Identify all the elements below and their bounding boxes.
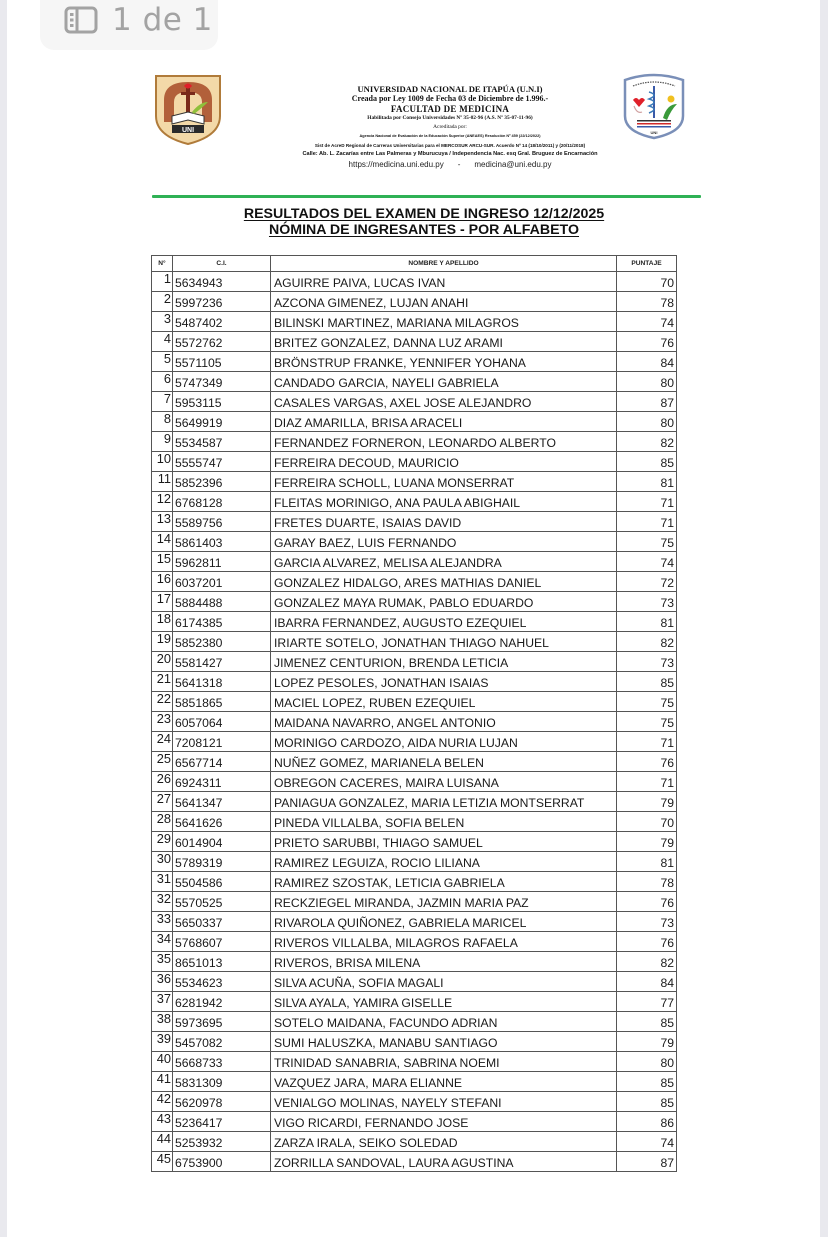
row-score: 71 [617,772,677,792]
table-row [152,732,677,752]
row-number: 11 [152,472,173,492]
row-number: 45 [152,1152,173,1172]
row-name: NUÑEZ GOMEZ, MARIANELA BELEN [271,752,617,772]
table-row [152,432,677,452]
svg-text:UNI: UNI [650,130,658,135]
header-score: PUNTAJE [617,256,677,272]
row-score: 74 [617,1132,677,1152]
row-score: 85 [617,1092,677,1112]
row-name: IRIARTE SOTELO, JONATHAN THIAGO NAHUEL [271,632,617,652]
website-link[interactable]: https://medicina.uni.edu.py [348,160,444,169]
row-number: 1 [152,272,173,292]
address: Calle: Ab. L. Zacarías entre Las Palmeras y Mburucuya / Independencia Nac. esq Gral. Bruguez de Encarnación [302,151,598,157]
university-name: UNIVERSIDAD NACIONAL DE ITAPÚA (U.N.I) [357,84,543,94]
row-number: 21 [152,672,173,692]
row-ci: 6567714 [173,752,271,772]
table-header-row [152,256,677,272]
row-number: 5 [152,352,173,372]
row-ci: 5962811 [173,552,271,572]
email-link[interactable]: medicina@uni.edu.py [474,160,552,169]
row-number: 23 [152,712,173,732]
row-name: FERNANDEZ FORNERON, LEONARDO ALBERTO [271,432,617,452]
table-row [152,992,677,1012]
row-number: 24 [152,732,173,752]
row-score: 85 [617,452,677,472]
table-row [152,392,677,412]
row-ci: 5953115 [173,392,271,412]
row-score: 85 [617,1012,677,1032]
row-score: 76 [617,332,677,352]
row-name: PRIETO SARUBBI, THIAGO SAMUEL [271,832,617,852]
row-ci: 5620978 [173,1092,271,1112]
row-ci: 6924311 [173,772,271,792]
row-number: 3 [152,312,173,332]
row-number: 25 [152,752,173,772]
row-ci: 5884488 [173,592,271,612]
row-name: IBARRA FERNANDEZ, AUGUSTO EZEQUIEL [271,612,617,632]
row-name: CANDADO GARCIA, NAYELI GABRIELA [271,372,617,392]
enabled-by: Habilitada por Consejo Universidades Nº 35-02-96 (A.S. Nº 35-07-11-96) [367,115,533,121]
row-ci: 5861403 [173,532,271,552]
table-row [152,1032,677,1052]
row-name: ZARZA IRALA, SEIKO SOLEDAD [271,1132,617,1152]
row-number: 43 [152,1112,173,1132]
row-score: 77 [617,992,677,1012]
row-score: 78 [617,292,677,312]
row-score: 71 [617,732,677,752]
row-score: 75 [617,712,677,732]
row-name: JIMENEZ CENTURION, BRENDA LETICIA [271,652,617,672]
accredited-label: Acreditada por: [433,124,467,130]
row-name: VENIALGO MOLINAS, NAYELY STEFANI [271,1092,617,1112]
row-score: 80 [617,412,677,432]
row-score: 82 [617,432,677,452]
row-score: 75 [617,532,677,552]
row-ci: 5747349 [173,372,271,392]
table-row [152,652,677,672]
row-number: 29 [152,832,173,852]
table-row [152,1152,677,1172]
table-row [152,1072,677,1092]
row-score: 79 [617,792,677,812]
row-score: 84 [617,352,677,372]
row-ci: 5789319 [173,852,271,872]
row-number: 16 [152,572,173,592]
sidebar-toggle-icon [64,6,98,34]
row-name: BRITEZ GONZALEZ, DANNA LUZ ARAMI [271,332,617,352]
row-name: MACIEL LOPEZ, RUBEN EZEQUIEL [271,692,617,712]
row-name: GARAY BAEZ, LUIS FERNANDO [271,532,617,552]
row-score: 82 [617,952,677,972]
table-row [152,472,677,492]
row-score: 75 [617,692,677,712]
table-row [152,672,677,692]
row-score: 82 [617,632,677,652]
row-ci: 5641626 [173,812,271,832]
row-number: 26 [152,772,173,792]
row-name: DIAZ AMARILLA, BRISA ARACELI [271,412,617,432]
table-row [152,592,677,612]
table-row [152,632,677,652]
results-table [151,255,677,1172]
table-row [152,572,677,592]
row-score: 87 [617,1152,677,1172]
row-name: CASALES VARGAS, AXEL JOSE ALEJANDRO [271,392,617,412]
row-name: BILINSKI MARTINEZ, MARIANA MILAGROS [271,312,617,332]
row-ci: 5589756 [173,512,271,532]
row-number: 28 [152,812,173,832]
row-number: 7 [152,392,173,412]
table-row [152,692,677,712]
row-ci: 5768607 [173,932,271,952]
row-name: RIVEROS, BRISA MILENA [271,952,617,972]
row-ci: 5831309 [173,1072,271,1092]
row-name: PINEDA VILLALBA, SOFIA BELEN [271,812,617,832]
row-score: 84 [617,972,677,992]
row-name: RAMIREZ LEGUIZA, ROCIO LILIANA [271,852,617,872]
page-indicator-button[interactable] [40,0,218,50]
row-name: FERREIRA DECOUD, MAURICIO [271,452,617,472]
creation-law: Creada por Ley 1009 de Fecha 03 de Diciembre de 1.996.- [351,94,549,103]
row-ci: 5973695 [173,1012,271,1032]
row-ci: 5997236 [173,292,271,312]
row-number: 18 [152,612,173,632]
row-name: FLEITAS MORINIGO, ANA PAULA ABIGHAIL [271,492,617,512]
table-row [152,752,677,772]
row-name: SUMI HALUSZKA, MANABU SANTIAGO [271,1032,617,1052]
row-ci: 5641318 [173,672,271,692]
row-ci: 5649919 [173,412,271,432]
university-crest-icon [152,72,224,146]
row-ci: 5852380 [173,632,271,652]
row-number: 19 [152,632,173,652]
table-row [152,552,677,572]
row-name: RAMIREZ SZOSTAK, LETICIA GABRIELA [271,872,617,892]
table-row [152,272,677,292]
row-score: 73 [617,912,677,932]
row-number: 2 [152,292,173,312]
header-name: NOMBRE Y APELLIDO [271,256,617,272]
row-score: 70 [617,812,677,832]
row-score: 76 [617,752,677,772]
row-number: 12 [152,492,173,512]
row-score: 72 [617,572,677,592]
svg-text:UNI: UNI [181,127,195,134]
table-row [152,892,677,912]
row-number: 13 [152,512,173,532]
row-name: RECKZIEGEL MIRANDA, JAZMIN MARIA PAZ [271,892,617,912]
row-name: SILVA ACUÑA, SOFIA MAGALI [271,972,617,992]
document-title [200,206,648,238]
header-divider [152,195,701,198]
row-ci: 5668733 [173,1052,271,1072]
table-row [152,932,677,952]
table-row [152,1092,677,1112]
table-row [152,1012,677,1032]
header-ci: C.I. [173,256,271,272]
table-row [152,792,677,812]
row-number: 22 [152,692,173,712]
row-name: VAZQUEZ JARA, MARA ELIANNE [271,1072,617,1092]
page-indicator-label: 1 de 1 [112,2,213,38]
row-ci: 6057064 [173,712,271,732]
row-ci: 5852396 [173,472,271,492]
table-row [152,852,677,872]
table-row [152,772,677,792]
row-ci: 6037201 [173,572,271,592]
table-row [152,952,677,972]
row-score: 80 [617,1052,677,1072]
row-number: 10 [152,452,173,472]
row-number: 39 [152,1032,173,1052]
row-number: 41 [152,1072,173,1092]
row-ci: 5555747 [173,452,271,472]
row-ci: 5650337 [173,912,271,932]
row-ci: 7208121 [173,732,271,752]
row-name: BRÖNSTRUP FRANKE, YENNIFER YOHANA [271,352,617,372]
row-number: 15 [152,552,173,572]
header-number: N° [152,256,173,272]
row-name: GARCIA ALVAREZ, MELISA ALEJANDRA [271,552,617,572]
row-name: SOTELO MAIDANA, FACUNDO ADRIAN [271,1012,617,1032]
row-name: VIGO RICARDI, FERNANDO JOSE [271,1112,617,1132]
table-row [152,412,677,432]
row-number: 37 [152,992,173,1012]
contact-line [250,159,650,170]
row-ci: 6174385 [173,612,271,632]
arcusur-accreditation: Sist de AcreD Regional de Carreras Universitarias para el MERCOSUR ARCU-SUR. Acuerdo Nº 14 (18/10/2011) y (20/11/2018) [314,143,586,148]
row-score: 76 [617,892,677,912]
row-number: 44 [152,1132,173,1152]
row-ci: 5572762 [173,332,271,352]
row-score: 79 [617,832,677,852]
row-name: TRINIDAD SANABRIA, SABRINA NOEMI [271,1052,617,1072]
row-name: PANIAGUA GONZALEZ, MARIA LETIZIA MONTSERRAT [271,792,617,812]
table-row [152,292,677,312]
row-score: 70 [617,272,677,292]
row-score: 86 [617,1112,677,1132]
row-score: 80 [617,372,677,392]
table-row [152,912,677,932]
table-row [152,452,677,472]
row-name: ZORRILLA SANDOVAL, LAURA AGUSTINA [271,1152,617,1172]
table-row [152,492,677,512]
row-name: GONZALEZ HIDALGO, ARES MATHIAS DANIEL [271,572,617,592]
table-row [152,1052,677,1072]
row-number: 31 [152,872,173,892]
row-number: 4 [152,332,173,352]
row-name: RIVAROLA QUIÑONEZ, GABRIELA MARICEL [271,912,617,932]
row-score: 74 [617,552,677,572]
row-ci: 5570525 [173,892,271,912]
row-name: AZCONA GIMENEZ, LUJAN ANAHI [271,292,617,312]
row-ci: 8651013 [173,952,271,972]
row-ci: 5504586 [173,872,271,892]
table-row [152,532,677,552]
row-score: 85 [617,672,677,692]
viewer-right-edge [820,0,828,1237]
row-name: AGUIRRE PAIVA, LUCAS IVAN [271,272,617,292]
row-number: 42 [152,1092,173,1112]
row-number: 40 [152,1052,173,1072]
row-name: RIVEROS VILLALBA, MILAGROS RAFAELA [271,932,617,952]
row-number: 6 [152,372,173,392]
table-row [152,712,677,732]
row-name: GONZALEZ MAYA RUMAK, PABLO EDUARDO [271,592,617,612]
row-score: 87 [617,392,677,412]
row-score: 73 [617,592,677,612]
row-score: 71 [617,512,677,532]
row-ci: 5851865 [173,692,271,712]
row-score: 79 [617,1032,677,1052]
table-row [152,1112,677,1132]
row-ci: 5641347 [173,792,271,812]
row-number: 35 [152,952,173,972]
faculty-name: FACULTAD DE MEDICINA [390,104,510,114]
table-row [152,352,677,372]
row-number: 30 [152,852,173,872]
row-number: 27 [152,792,173,812]
row-number: 32 [152,892,173,912]
row-ci: 5253932 [173,1132,271,1152]
row-score: 71 [617,492,677,512]
row-ci: 5457082 [173,1032,271,1052]
viewer-left-edge [0,0,7,1237]
row-number: 20 [152,652,173,672]
row-ci: 6768128 [173,492,271,512]
row-ci: 5534623 [173,972,271,992]
row-score: 78 [617,872,677,892]
row-score: 85 [617,1072,677,1092]
row-name: SILVA AYALA, YAMIRA GISELLE [271,992,617,1012]
contact-separator: - [457,160,461,169]
row-score: 81 [617,472,677,492]
row-number: 36 [152,972,173,992]
row-number: 9 [152,432,173,452]
row-number: 34 [152,932,173,952]
table-row [152,312,677,332]
row-number: 8 [152,412,173,432]
row-score: 73 [617,652,677,672]
table-row [152,372,677,392]
table-row [152,872,677,892]
row-name: OBREGON CACERES, MAIRA LUISANA [271,772,617,792]
letterhead [250,84,650,170]
row-number: 38 [152,1012,173,1032]
row-ci: 5487402 [173,312,271,332]
row-ci: 5236417 [173,1112,271,1132]
row-ci: 6014904 [173,832,271,852]
table-row [152,512,677,532]
table-row [152,332,677,352]
table-row [152,812,677,832]
row-number: 17 [152,592,173,612]
row-ci: 6281942 [173,992,271,1012]
row-score: 74 [617,312,677,332]
row-ci: 5534587 [173,432,271,452]
table-row [152,612,677,632]
row-name: MAIDANA NAVARRO, ANGEL ANTONIO [271,712,617,732]
row-score: 81 [617,852,677,872]
row-ci: 5571105 [173,352,271,372]
row-ci: 5634943 [173,272,271,292]
faculty-crest-icon [619,72,689,140]
table-row [152,832,677,852]
row-ci: 5581427 [173,652,271,672]
table-row [152,972,677,992]
row-name: MORINIGO CARDOZO, AIDA NURIA LUJAN [271,732,617,752]
row-name: LOPEZ PESOLES, JONATHAN ISAIAS [271,672,617,692]
title-line-2: NÓMINA DE INGRESANTES - POR ALFABETO [268,222,580,238]
row-ci: 6753900 [173,1152,271,1172]
row-name: FRETES DUARTE, ISAIAS DAVID [271,512,617,532]
aneaes-accreditation: Agencia Nacional de Evaluación de la Educación Superior (ANEAES) Resolución Nº 459 (22/12/2022) [359,134,541,138]
row-score: 76 [617,932,677,952]
row-name: FERREIRA SCHOLL, LUANA MONSERRAT [271,472,617,492]
title-line-1: RESULTADOS DEL EXAMEN DE INGRESO 12/12/2025 [243,206,605,222]
table-row [152,1132,677,1152]
row-number: 33 [152,912,173,932]
row-score: 81 [617,612,677,632]
row-number: 14 [152,532,173,552]
